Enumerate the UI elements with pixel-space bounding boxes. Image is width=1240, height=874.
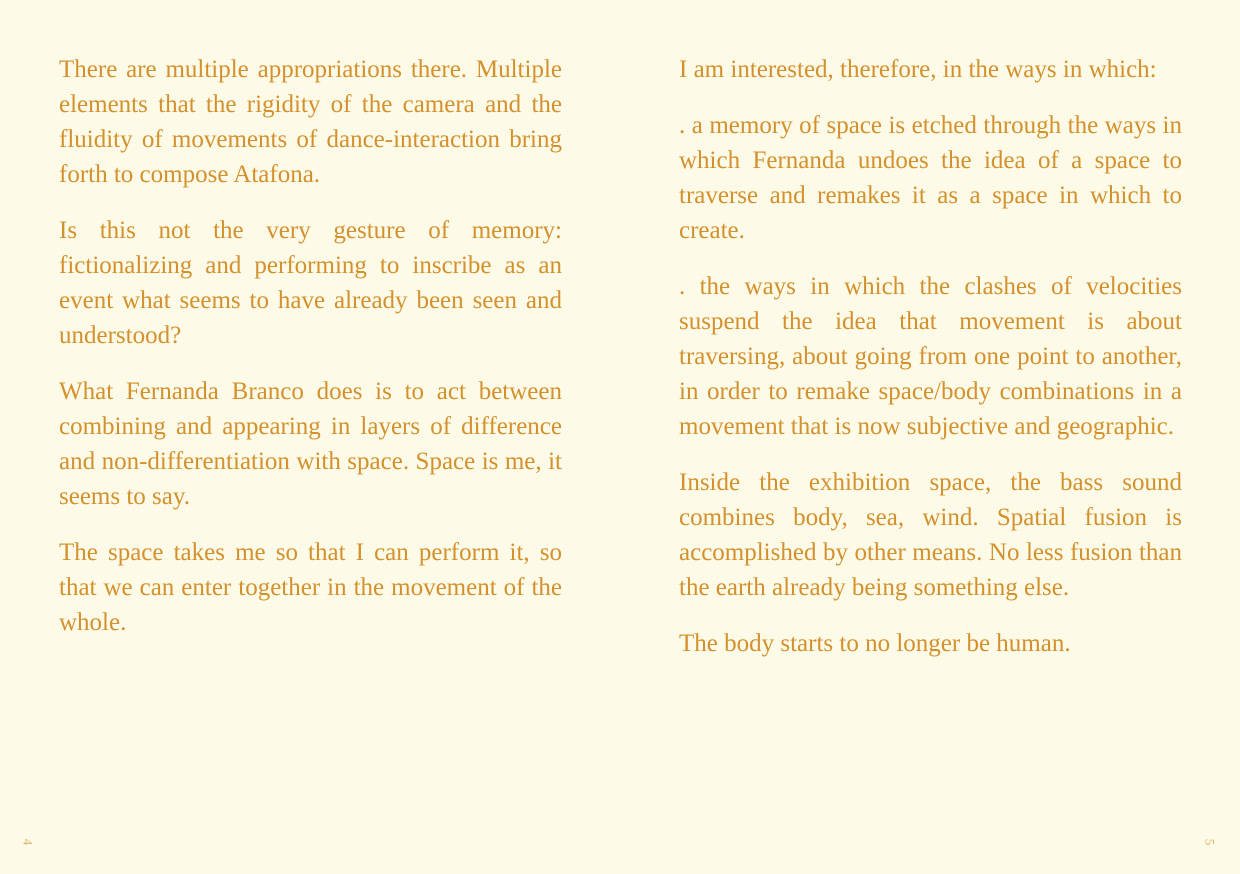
paragraph: I am interested, therefore, in the ways in which:: [679, 56, 1157, 83]
page-number-left: 4: [20, 838, 36, 846]
page-number-right: 5: [1202, 838, 1218, 846]
paragraph: Is this not the very gesture of memory: fictionalizing and performing to inscribe as an event what seems to have already been seen and understood?: [59, 217, 562, 349]
paragraph: Inside the exhibition space, the bass sound combines body, sea, wind. Spatial fusion is accomplished by other means. No less fusion than the earth already being something else.: [679, 469, 1182, 601]
paragraph: . a memory of space is etched through the ways in which Fernanda undoes the idea of a space to traverse and remakes it as a space in which to create.: [679, 112, 1182, 244]
right-page-text: [679, 52, 1182, 682]
paragraph: The body starts to no longer be human.: [679, 630, 1071, 657]
paragraph: The space takes me so that I can perform it, so that we can enter together in the movement of the whole.: [59, 539, 562, 636]
paragraph: . the ways in which the clashes of velocities suspend the idea that movement is about traversing, about going from one point to another, in order to remake space/body combinations in a movement that is now subjective and geographic.: [679, 273, 1182, 440]
left-page-text: [59, 52, 562, 661]
paragraph: What Fernanda Branco does is to act between combining and appearing in layers of difference and non-differentiation with space. Space is me, it seems to say.: [59, 378, 562, 510]
paragraph: There are multiple appropriations there. Multiple elements that the rigidity of the camera and the fluidity of movements of dance-interaction bring forth to compose Atafona.: [59, 56, 562, 188]
